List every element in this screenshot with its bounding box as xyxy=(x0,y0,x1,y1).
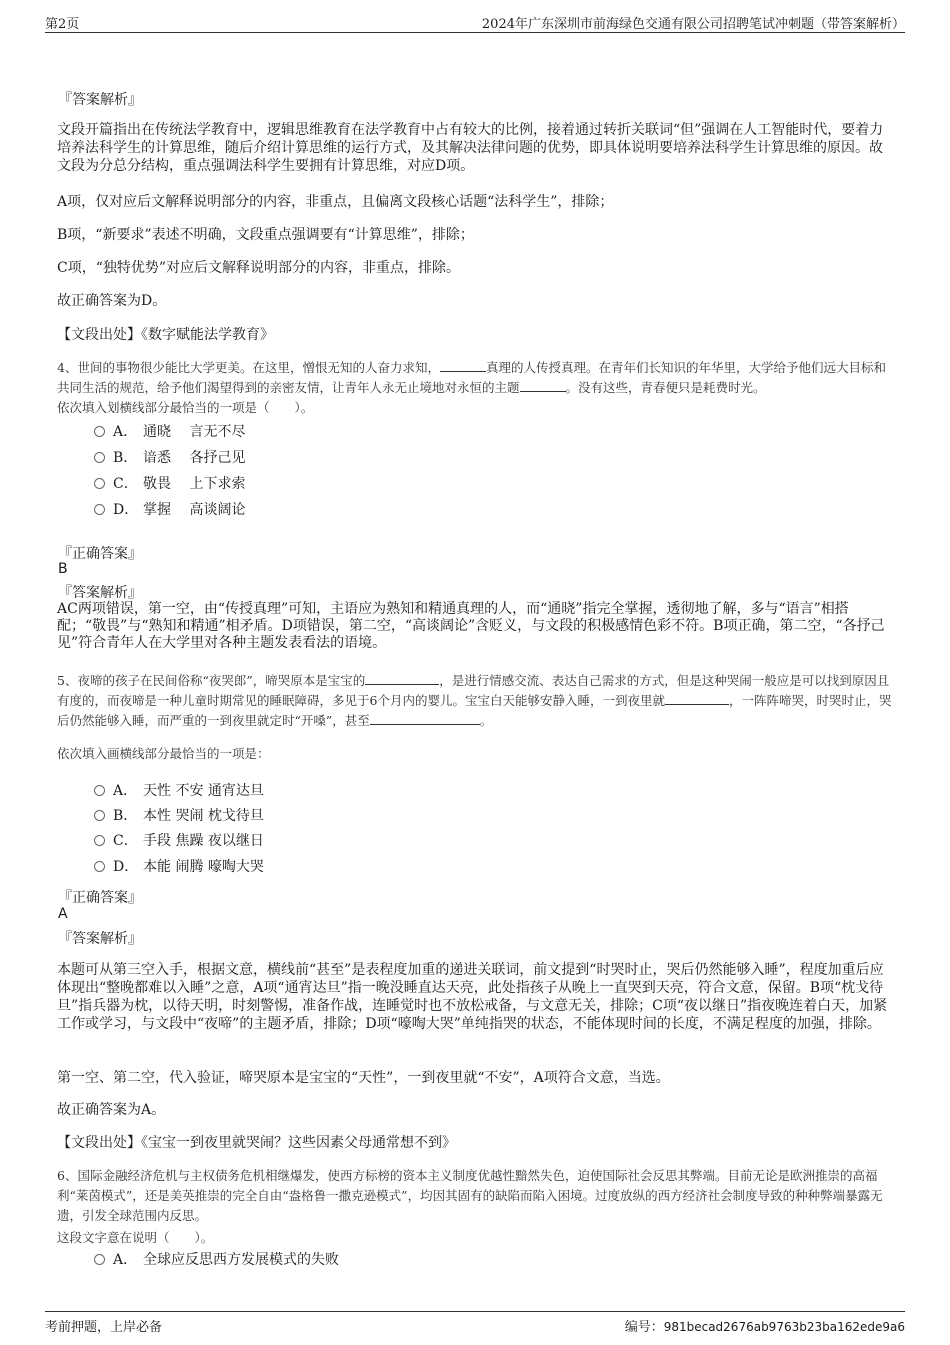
source-citation: 【文段出处】《宝宝一到夜里就哭闹？这些因素父母通常想不到》 xyxy=(57,1135,456,1151)
analysis-paragraph: C项，“独特优势”对应后文解释说明部分的内容，非重点，排除。 xyxy=(57,260,461,276)
fill-blank[interactable] xyxy=(520,380,566,392)
question-5-stem: 5、夜啼的孩子在民间俗称“夜哭郎”，啼哭原本是宝宝的 ，是进行情感交流、表达自己需求的方式，但是这种哭闹一般应是可以找到原因且有度的，而夜啼是一种儿童时期常见的睡眠障碍，多见于6个月内的婴儿。宝宝白天能够安静入睡，一到夜里就 ，一阵阵啼哭，时哭时止，哭后仍然能够入睡，而严重的一到夜里就定时“开嗓”，甚至 。 xyxy=(57,673,892,728)
option-b[interactable]: B． 谙悉 各抒己见 xyxy=(94,448,245,468)
question-6-prompt: 这段文字意在说明（ ）。 xyxy=(57,1230,214,1245)
analysis-label: 『答案解析』 xyxy=(58,92,142,108)
option-d[interactable]: D． 掌握 高谈阔论 xyxy=(94,500,245,520)
option-c[interactable]: C． 敬畏 上下求索 xyxy=(94,474,245,494)
fill-blank[interactable] xyxy=(665,693,729,705)
question-5-prompt: 依次填入画横线部分最恰当的一项是： xyxy=(57,746,270,761)
answer-statement: 故正确答案为D。 xyxy=(57,293,167,309)
fill-blank[interactable] xyxy=(365,673,439,685)
analysis-paragraph: 第一空、第二空，代入验证，啼哭原本是宝宝的“天性”，一到夜里就“不安”，A项符合文意，当选。 xyxy=(57,1070,670,1086)
page-number: 第2页 xyxy=(45,17,80,32)
radio-icon[interactable] xyxy=(94,452,105,463)
radio-icon[interactable] xyxy=(94,810,105,821)
analysis-paragraph: 本题可从第三空入手，根据文意，横线前“甚至”是表程度加重的递进关联词，前文提到“时哭时止，哭后仍然能够入睡”，程度加重后应体现出“整晚都难以入睡”之意，A项“通宵达旦”指一晚没睡直达天亮，此处指孩子从晚上一直哭到天亮，符合文意，保留。B项“枕戈待旦”指兵器为枕，以待天明，时刻警惕，准备作战，连睡觉时也不放松戒备，与文意无关，排除；C项“夜以继日”指夜晚连着白天，加紧工作或学习，与文段中“夜啼”的主题矛盾，排除；D项“嚎啕大哭”单纯指哭的状态，不能体现时间的长度，不满足程度的加强，排除。 xyxy=(57,962,888,1032)
radio-icon[interactable] xyxy=(94,426,105,437)
analysis-paragraph: 文段开篇指出在传统法学教育中，逻辑思维教育在法学教育中占有较大的比例，接着通过转折关联词“但”强调在人工智能时代，要着力培养法科学生的计算思维，随后介绍计算思维的运行方式，及其解决法律问题的优势，即具体说明要培养法科学生计算思维的原因。故文段为分总分结构，重点强调法科学生要拥有计算思维，对应D项。 xyxy=(57,122,884,174)
fill-blank[interactable] xyxy=(440,360,486,372)
analysis-paragraph: A项，仅对应后文解释说明部分的内容，非重点，且偏离文段核心话题“法科学生”，排除； xyxy=(57,194,614,210)
answer-statement: 故正确答案为A。 xyxy=(57,1102,166,1118)
radio-icon[interactable] xyxy=(94,785,105,796)
question-6-stem: 6、国际金融经济危机与主权债务危机相继爆发，使西方标榜的资本主义制度优越性黯然失色，迫使国际社会反思其弊端。目前无论是欧洲推崇的高福利“莱茵模式”，还是美英推崇的完全自由“盎格鲁一撒克逊模式”，均因其固有的缺陷而陷入困境。过度放纵的西方经济社会制度导致的种种弊端暴露无遗，引发全球范围内反思。 xyxy=(57,1168,883,1223)
question-4-stem: 4、世间的事物很少能比大学更美。在这里，憎恨无知的人奋力求知， 真理的人传授真理。在青年们长知识的年华里，大学给予他们远大目标和共同生活的规范，给予他们渴望得到的亲密友情，让青年人永无止境地对永恒的主题 。没有这些，青春便只是耗费时光。 xyxy=(57,360,886,395)
footer-slogan: 考前押题，上岸必备 xyxy=(45,1320,163,1335)
option-a[interactable]: A． 天性 不安 通宵达旦 xyxy=(94,781,264,801)
option-d[interactable]: D． 本能 闹腾 嚎啕大哭 xyxy=(94,857,264,877)
option-c[interactable]: C． 手段 焦躁 夜以继日 xyxy=(94,831,264,851)
source-citation: 【文段出处】《数字赋能法学教育》 xyxy=(57,327,274,343)
analysis-paragraph: AC两项错误，第一空，由“传授真理”可知，主语应为熟知和精通真理的人，而“通晓”指完全掌握，透彻地了解，多与“语言”相搭配；“敬畏”与“熟知和精通”相矛盾。D项错误，第二空，“高谈阔论”含贬义，与文段的积极感情色彩不符。B项正确，第二空，“各抒己见”符合青年人在大学里对各种主题发表看法的语境。 xyxy=(57,601,885,651)
option-a[interactable]: A． 全球应反思西方发展模式的失败 xyxy=(94,1250,339,1270)
question-4-prompt: 依次填入划横线部分最恰当的一项是（ ）。 xyxy=(57,400,314,415)
option-a[interactable]: A． 通晓 言无不尽 xyxy=(94,422,245,442)
radio-icon[interactable] xyxy=(94,478,105,489)
radio-icon[interactable] xyxy=(94,504,105,515)
option-b[interactable]: B． 本性 哭闹 枕戈待旦 xyxy=(94,806,264,826)
document-title: 2024年广东深圳市前海绿色交通有限公司招聘笔试冲刺题（带答案解析） xyxy=(481,17,905,32)
analysis-label: 『答案解析』 xyxy=(58,585,142,601)
fill-blank[interactable] xyxy=(370,713,480,725)
analysis-paragraph: B项，“新要求”表述不明确，文段重点强调要有“计算思维”，排除； xyxy=(57,227,474,243)
correct-answer-value: B xyxy=(58,561,68,577)
analysis-label: 『答案解析』 xyxy=(58,931,142,947)
radio-icon[interactable] xyxy=(94,835,105,846)
radio-icon[interactable] xyxy=(94,861,105,872)
correct-answer-label: 『正确答案』 xyxy=(58,546,142,562)
page-footer xyxy=(45,1311,905,1334)
correct-answer-label: 『正确答案』 xyxy=(58,890,142,906)
correct-answer-value: A xyxy=(58,906,68,922)
radio-icon[interactable] xyxy=(94,1254,105,1265)
page-header xyxy=(45,10,905,33)
document-code: 编号：981becad2676ab9763b23ba162ede9a6 xyxy=(624,1320,905,1335)
